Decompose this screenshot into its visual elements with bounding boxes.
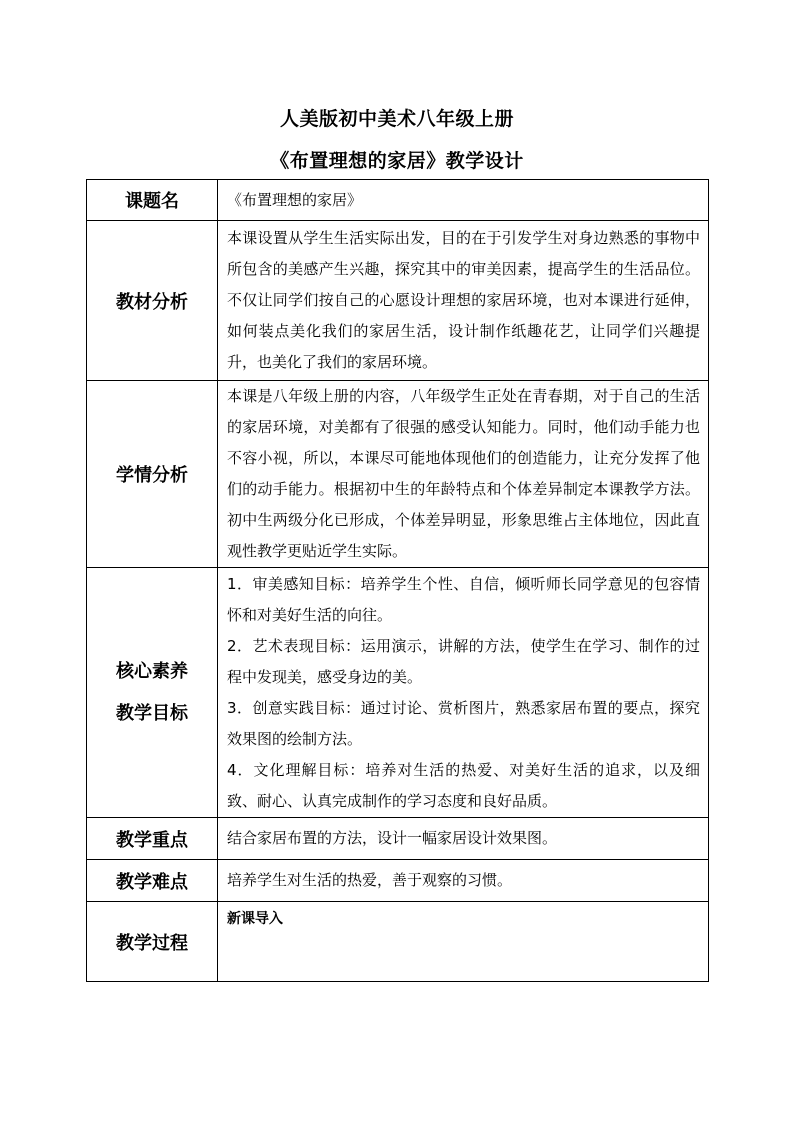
student-analysis-text: 本课是八年级上册的内容，八年级学生正处在青春期，对于自己的生活的家居环境，对美都有了很强的感受认知能力。同时，他们动手能力也不容小视，所以，本课尽可能地体现他们的创造能力，让充分发挥了他们的动手能力。根据初中生的年龄特点和个体差异制定本课教学方法。初中生两级分化已形成，个体差异明显，形象思维占主体地位，因此直观性教学更贴近学生实际。 xyxy=(227,387,700,560)
row-label-process: 教学过程 xyxy=(87,902,218,982)
process-heading: 新课导入 xyxy=(227,911,283,927)
document-subtitle: 《布置理想的家居》教学设计 xyxy=(270,150,524,172)
row-content-key-points xyxy=(218,818,709,860)
topic-text: 《布置理想的家居》 xyxy=(227,190,363,209)
row-content-process xyxy=(218,902,709,982)
goal-item: 1．审美感知目标：培养学生个性、自信，倾听师长同学意见的包容情怀和对美好生活的向往。 xyxy=(227,574,700,624)
table-row-student-analysis xyxy=(87,381,709,568)
material-analysis-text: 本课设置从学生生活实际出发，目的在于引发学生对身边熟悉的事物中所包含的美感产生兴趣，探究其中的审美因素，提高学生的生活品位。不仅让同学们按自己的心愿设计理想的家居环境，也对本课进行延伸，如何装点美化我们的家居生活，设计制作纸趣花艺，让同学们兴趣提升，也美化了我们的家居环境。 xyxy=(227,229,700,371)
row-content-material-analysis xyxy=(218,221,709,381)
table-row-difficulties xyxy=(87,860,709,902)
goal-item: 3．创意实践目标：通过讨论、赏析图片，熟悉家居布置的要点，探究效果图的绘制方法。 xyxy=(227,698,700,748)
table-row-process xyxy=(87,902,709,982)
difficulties-text: 培养学生对生活的热爱，善于观察的习惯。 xyxy=(227,871,513,889)
table-row-material-analysis xyxy=(87,221,709,381)
row-label-student-analysis: 学情分析 xyxy=(87,381,218,568)
row-label-key-points: 教学重点 xyxy=(87,818,218,860)
table-row-key-points xyxy=(87,818,709,860)
row-label-material-analysis: 教材分析 xyxy=(87,221,218,381)
lesson-plan-table xyxy=(86,179,709,982)
goal-item: 4．文化理解目标：培养对生活的热爱、对美好生活的追求，以及细致、耐心、认真完成制作的学习态度和良好品质。 xyxy=(227,760,700,810)
row-content-core-goals xyxy=(218,568,709,818)
row-content-topic xyxy=(218,180,709,221)
row-label-difficulties: 教学难点 xyxy=(87,860,218,902)
table-row-topic xyxy=(87,180,709,221)
row-label-core-goals xyxy=(87,568,218,818)
goal-item: 2．艺术表现目标：运用演示，讲解的方法，使学生在学习、制作的过程中发现美，感受身边的美。 xyxy=(227,636,700,686)
row-content-difficulties xyxy=(218,860,709,902)
label-line-core-literacy: 核心素养 xyxy=(116,660,188,682)
row-content-student-analysis xyxy=(218,381,709,568)
key-points-text: 结合家居布置的方法，设计一幅家居设计效果图。 xyxy=(227,829,558,847)
table-row-core-goals xyxy=(87,568,709,818)
row-label-topic: 课题名 xyxy=(87,180,218,221)
document-title: 人美版初中美术八年级上册 xyxy=(279,108,514,130)
label-line-teaching-goals: 教学目标 xyxy=(116,702,188,724)
